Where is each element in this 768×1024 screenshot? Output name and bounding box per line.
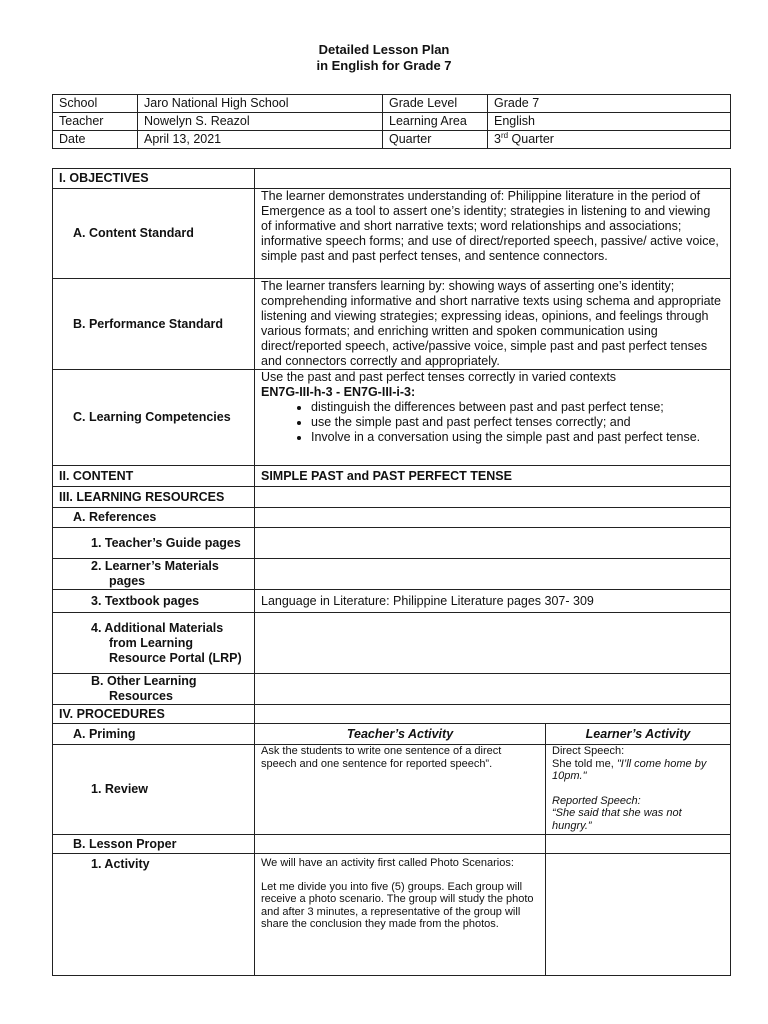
lesson-proper-row — [53, 835, 731, 854]
content-heading: II. CONTENT — [53, 466, 255, 487]
title-line-1: Detailed Lesson Plan — [318, 42, 450, 57]
additional-materials-label: 4. Additional Materials from Learning Resource Portal (LRP) — [53, 613, 255, 674]
reported-speech-example: “She said that she was not hungry.” — [552, 807, 682, 832]
reported-speech-label: Reported Speech: — [552, 794, 641, 807]
competencies-label: C. Learning Competencies — [53, 370, 255, 466]
procedures-heading-row — [53, 705, 731, 724]
objectives-heading: I. OBJECTIVES — [53, 169, 255, 189]
teachers-guide-row — [53, 528, 731, 559]
references-label: A. References — [53, 508, 255, 528]
activity-instructions: Let me divide you into five (5) groups. Each group will receive a photo scenario. The group will study the photo and after 3 minutes, a representative of the group will share the conclusion they made from the photos. — [261, 880, 534, 930]
grade-value: Grade 7 — [488, 95, 731, 113]
teacher-activity-header: Teacher’s Activity — [255, 724, 546, 745]
competency-item: • use the simple past and past perfect tenses correctly; and — [311, 415, 724, 430]
lesson-proper-label: B. Lesson Proper — [53, 835, 255, 854]
quarter-number: 3 — [494, 132, 501, 146]
school-label: School — [53, 95, 138, 113]
competencies-list — [261, 400, 724, 445]
title-line-2: in English for Grade 7 — [316, 58, 452, 73]
review-teacher-text: Ask the students to write one sentence of a direct speech and one sentence for reported speech”. — [255, 745, 546, 835]
priming-label: A. Priming — [53, 724, 255, 745]
info-row-teacher — [53, 113, 731, 131]
competency-item: • distinguish the differences between past and past perfect tense; — [311, 400, 724, 415]
performance-standard-row — [53, 279, 731, 370]
competencies-cell — [255, 370, 731, 466]
activity-label: 1. Activity — [53, 854, 255, 976]
quarter-suffix: rd — [500, 130, 509, 140]
resources-heading: III. LEARNING RESOURCES — [53, 487, 255, 508]
procedures-heading: IV. PROCEDURES — [53, 705, 255, 724]
area-label: Learning Area — [383, 113, 488, 131]
competency-item: • Involve in a conversation using the simple past and past perfect tense. — [311, 430, 724, 445]
competencies-row — [53, 370, 731, 466]
objectives-heading-row — [53, 169, 731, 189]
additional-materials-row — [53, 613, 731, 674]
direct-speech-label: Direct Speech: — [552, 745, 625, 757]
performance-standard-label: B. Performance Standard — [53, 279, 255, 370]
grade-label: Grade Level — [383, 95, 488, 113]
performance-standard-text: The learner transfers learning by: showing ways of asserting one’s identity; comprehending informative and short narrative texts using schema and appropriate listening and viewing strategies; expressing ideas, opinions, and feelings through various formats; and enriching written and spoken communication using direct/reported speech, active/passive voice, simple past and past perfect tenses and connectors correctly and appropriately. — [255, 279, 731, 370]
other-resources-label: B. Other Learning Resources — [53, 674, 255, 705]
review-learner-cell — [546, 745, 731, 835]
content-standard-text: The learner demonstrates understanding of: Philippine literature in the period of Emergence as a tool to assert one’s identity; strategies in listening to and viewing of informative and short narrative texts; word relationships and associations; informative speech forms; and use of direct/reported speech, passive/ active voice, simple past and past perfect tenses, and sentence connectors. — [255, 189, 731, 279]
priming-row — [53, 724, 731, 745]
activity-intro: We will have an activity first called Photo Scenarios: — [261, 857, 514, 869]
learner-activity-header: Learner’s Activity — [546, 724, 731, 745]
quarter-word: Quarter — [508, 132, 554, 146]
content-text: SIMPLE PAST and PAST PERFECT TENSE — [255, 466, 731, 487]
content-standard-row — [53, 189, 731, 279]
teacher-label: Teacher — [53, 113, 138, 131]
content-row — [53, 466, 731, 487]
date-label: Date — [53, 131, 138, 149]
textbook-label: 3. Textbook pages — [53, 590, 255, 613]
review-row — [53, 745, 731, 835]
competencies-intro: Use the past and past perfect tenses correctly in varied contexts — [261, 370, 617, 384]
lesson-plan-table — [52, 168, 731, 976]
info-table — [52, 94, 731, 149]
learners-materials-label: 2. Learner’s Materials pages — [53, 559, 255, 590]
learners-materials-row — [53, 559, 731, 590]
school-value: Jaro National High School — [138, 95, 383, 113]
textbook-text: Language in Literature: Philippine Literature pages 307- 309 — [255, 590, 731, 613]
quarter-label: Quarter — [383, 131, 488, 149]
activity-row — [53, 854, 731, 976]
area-value: English — [488, 113, 731, 131]
resources-heading-row — [53, 487, 731, 508]
quarter-value — [488, 131, 731, 149]
activity-teacher-cell — [255, 854, 546, 976]
content-standard-label: A. Content Standard — [53, 189, 255, 279]
competencies-code: EN7G-III-h-3 - EN7G-III-i-3: — [261, 385, 416, 399]
textbook-row — [53, 590, 731, 613]
date-value: April 13, 2021 — [138, 131, 383, 149]
info-row-date — [53, 131, 731, 149]
direct-speech-example: She told me, "I’ll come home by 10pm." — [552, 757, 707, 782]
document-title — [0, 42, 768, 74]
other-resources-row — [53, 674, 731, 705]
info-row-school — [53, 95, 731, 113]
teacher-value: Nowelyn S. Reazol — [138, 113, 383, 131]
review-label: 1. Review — [53, 745, 255, 835]
teachers-guide-label: 1. Teacher’s Guide pages — [53, 528, 255, 559]
references-row — [53, 508, 731, 528]
